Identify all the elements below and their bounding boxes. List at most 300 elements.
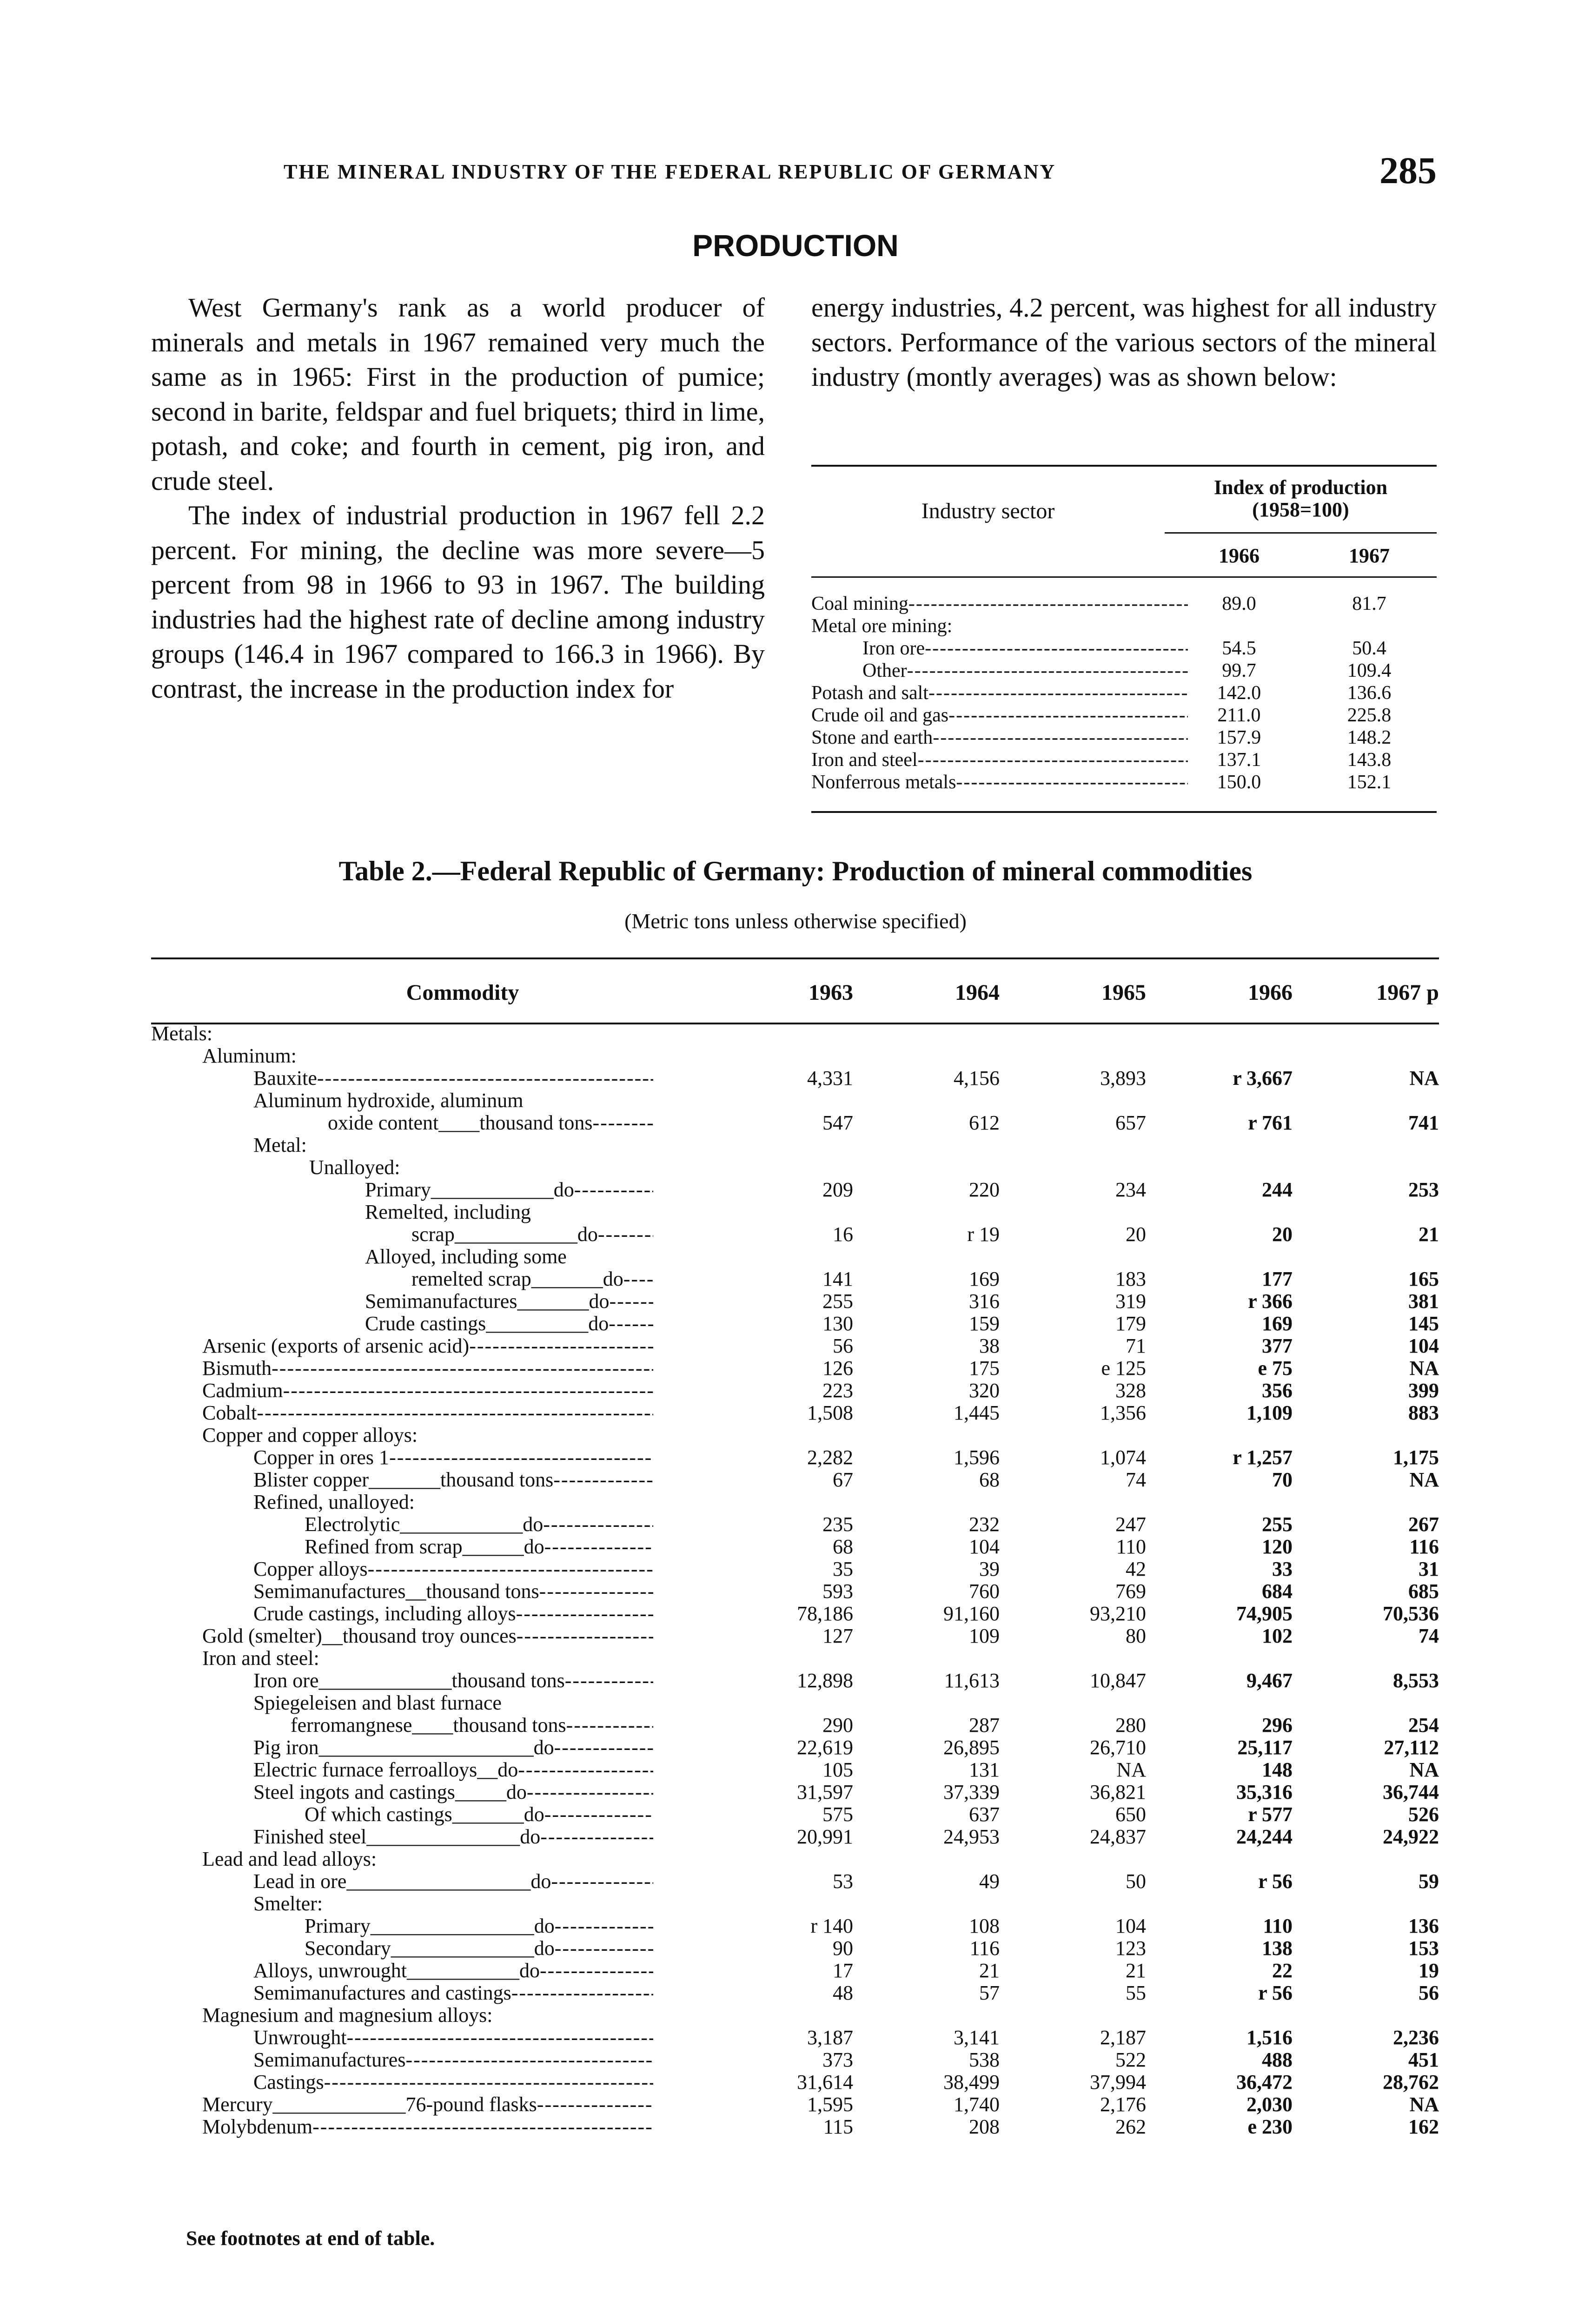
cell-1967: NA bbox=[1409, 1468, 1439, 1491]
cell-1965: 2,187 bbox=[1100, 2026, 1146, 2049]
table-row bbox=[151, 1736, 1439, 1759]
header-1963: 1963 bbox=[809, 980, 853, 1005]
table-row bbox=[151, 1045, 1439, 1067]
cell-1967: 741 bbox=[1408, 1111, 1439, 1134]
cell-1964: 287 bbox=[969, 1714, 1000, 1736]
cell-1967: 109.4 bbox=[1347, 660, 1392, 681]
cell-1964: 538 bbox=[969, 2048, 1000, 2071]
cell-1963: 290 bbox=[822, 1714, 853, 1736]
cell-1964: r 19 bbox=[967, 1223, 1000, 1246]
cell-1965: 3,893 bbox=[1100, 1067, 1146, 1089]
cell-1963: 115 bbox=[823, 2115, 853, 2138]
cell-1966: 20 bbox=[1272, 1223, 1293, 1246]
row-label: Metals: bbox=[151, 1023, 212, 1045]
table-row bbox=[151, 1246, 1439, 1268]
cell-1964: 24,953 bbox=[943, 1825, 1000, 1848]
table2-rule-top bbox=[151, 957, 1439, 959]
table-row bbox=[151, 1826, 1439, 1848]
row-label: Of which castings_______do ----- bbox=[305, 1803, 653, 1826]
cell-1967: 2,236 bbox=[1393, 2026, 1439, 2049]
cell-1964: 104 bbox=[969, 1535, 1000, 1558]
paragraph-index: The index of industrial production in 1967 fell 2.2 percent. For mining, the decline was more severe—5 percent from 98 in 1966 to 93 in 1967. The building industries had the highest rate of decline among industry groups (146.4 in 1967 compared to 166.3 in 1966). By contrast, the increase in the production index for bbox=[151, 500, 765, 704]
cell-1963: 78,186 bbox=[797, 1602, 853, 1625]
cell-1967: 145 bbox=[1408, 1312, 1439, 1335]
cell-1966: 35,316 bbox=[1236, 1781, 1293, 1803]
header-index-line1: Index of production bbox=[1213, 476, 1388, 499]
table2-title: Table 2.—Federal Republic of Germany: Production of mineral commodities bbox=[338, 856, 1253, 886]
row-label: Steel ingots and castings_____do ----- bbox=[253, 1781, 653, 1803]
cell-1965: 179 bbox=[1115, 1312, 1146, 1335]
row-label: Aluminum: bbox=[202, 1045, 297, 1067]
cell-1966: 296 bbox=[1262, 1714, 1293, 1736]
cell-1963: 22,619 bbox=[797, 1736, 853, 1759]
row-label: Unwrought ----- bbox=[253, 2027, 653, 2049]
production-table bbox=[151, 957, 1439, 2212]
cell-1964: 637 bbox=[969, 1803, 1000, 1826]
header-1966: 1966 bbox=[1248, 980, 1293, 1005]
cell-1965: 36,821 bbox=[1090, 1781, 1146, 1803]
row-label: Potash and salt ----- bbox=[811, 682, 1188, 704]
cell-1963: 105 bbox=[822, 1758, 853, 1781]
cell-1965: 110 bbox=[1116, 1535, 1146, 1558]
cell-1965: 769 bbox=[1115, 1580, 1146, 1603]
table-row bbox=[151, 1603, 1439, 1625]
cell-1964: 91,160 bbox=[943, 1602, 1000, 1625]
cell-1964: 612 bbox=[969, 1111, 1000, 1134]
cell-1963: 1,508 bbox=[807, 1401, 853, 1424]
cell-1964: 4,156 bbox=[954, 1067, 1000, 1089]
cell-1963: 53 bbox=[833, 1870, 853, 1893]
cell-1965: 1,356 bbox=[1100, 1401, 1146, 1424]
table-row bbox=[151, 1714, 1439, 1736]
table-row bbox=[151, 1290, 1439, 1313]
cell-1966: r 1,257 bbox=[1233, 1446, 1293, 1469]
cell-1967: 21 bbox=[1419, 1223, 1439, 1246]
cell-1964: 39 bbox=[979, 1558, 1000, 1580]
cell-1963: 130 bbox=[822, 1312, 853, 1335]
cell-1967: 59 bbox=[1419, 1870, 1439, 1893]
cell-1964: 37,339 bbox=[943, 1781, 1000, 1803]
table-row bbox=[151, 1759, 1439, 1781]
row-label: Refined from scrap______do ----- bbox=[305, 1536, 653, 1558]
header-year-1966: 1966 bbox=[1219, 544, 1260, 567]
header-year-1967: 1967 bbox=[1349, 544, 1390, 567]
row-label: Lead in ore__________________do ----- bbox=[253, 1870, 653, 1893]
cell-1967: NA bbox=[1409, 1758, 1439, 1781]
table-row bbox=[151, 1201, 1439, 1223]
header-1967p: 1967 p bbox=[1376, 980, 1439, 1005]
row-label: remelted scrap_______do ----- bbox=[411, 1268, 653, 1290]
cell-1963: 2,282 bbox=[807, 1446, 853, 1469]
cell-1965: e 125 bbox=[1101, 1357, 1146, 1380]
row-label: Semimanufactures__thousand tons ----- bbox=[253, 1580, 653, 1603]
cell-1963: 3,187 bbox=[807, 2026, 853, 2049]
row-label: Blister copper_______thousand tons ----- bbox=[253, 1469, 653, 1491]
cell-1967: 27,112 bbox=[1384, 1736, 1439, 1759]
cell-1963: 68 bbox=[833, 1535, 853, 1558]
table-row bbox=[151, 1647, 1439, 1670]
cell-1965: 80 bbox=[1126, 1624, 1146, 1647]
cell-1965: 123 bbox=[1115, 1937, 1146, 1960]
cell-1967: 8,553 bbox=[1393, 1669, 1439, 1692]
table-row bbox=[811, 660, 1437, 682]
row-label: Iron ore ----- bbox=[811, 637, 1188, 660]
cell-1967: 883 bbox=[1408, 1401, 1439, 1424]
cell-1963: 223 bbox=[822, 1379, 853, 1402]
row-label: Copper in ores 1 ----- bbox=[253, 1446, 653, 1469]
cell-1966: 9,467 bbox=[1246, 1669, 1293, 1692]
cell-1965: 50 bbox=[1126, 1870, 1146, 1893]
cell-1964: 26,895 bbox=[943, 1736, 1000, 1759]
table-row bbox=[151, 1112, 1439, 1134]
cell-1965: 234 bbox=[1115, 1178, 1146, 1201]
cell-1965: 1,074 bbox=[1100, 1446, 1146, 1469]
table-row bbox=[151, 1424, 1439, 1446]
table-row bbox=[151, 1446, 1439, 1469]
table-row bbox=[151, 1179, 1439, 1201]
cell-1966: 169 bbox=[1262, 1312, 1293, 1335]
table-rule-mid bbox=[1165, 532, 1437, 534]
cell-1964: 208 bbox=[969, 2115, 1000, 2138]
row-label: Molybdenum ----- bbox=[202, 2116, 653, 2138]
table-row bbox=[151, 2071, 1439, 2093]
cell-1966: 24,244 bbox=[1236, 1825, 1293, 1848]
header-index-line2: (1958=100) bbox=[1252, 498, 1349, 521]
cell-1966: e 75 bbox=[1258, 1357, 1293, 1380]
table-row bbox=[151, 1982, 1439, 2004]
cell-1967: 225.8 bbox=[1347, 705, 1392, 726]
table-row bbox=[151, 1357, 1439, 1380]
cell-1965: 650 bbox=[1115, 1803, 1146, 1826]
table-row bbox=[151, 1536, 1439, 1558]
cell-1967: 74 bbox=[1419, 1624, 1439, 1647]
cell-1966: r 761 bbox=[1248, 1111, 1293, 1134]
row-label: Electrolytic____________do ----- bbox=[305, 1513, 653, 1536]
table-row bbox=[811, 726, 1437, 749]
cell-1967: 267 bbox=[1408, 1513, 1439, 1536]
row-label: Gold (smelter)__thousand troy ounces ----- bbox=[202, 1625, 653, 1647]
cell-1965: 657 bbox=[1115, 1111, 1146, 1134]
cell-1964: 116 bbox=[969, 1937, 1000, 1960]
cell-1967: 136.6 bbox=[1347, 682, 1392, 704]
cell-1966: 377 bbox=[1262, 1334, 1293, 1357]
cell-1967: NA bbox=[1409, 1067, 1439, 1089]
cell-1963: 1,595 bbox=[807, 2093, 853, 2116]
row-label: Nonferrous metals ----- bbox=[811, 771, 1188, 793]
cell-1966: 488 bbox=[1262, 2048, 1293, 2071]
table-row bbox=[151, 1067, 1439, 1089]
cell-1963: 56 bbox=[833, 1334, 853, 1357]
cell-1963: 20,991 bbox=[797, 1825, 853, 1848]
row-label: Metal: bbox=[253, 1134, 307, 1156]
cell-1963: 48 bbox=[833, 1981, 853, 2004]
footnote-reference: See footnotes at end of table. bbox=[186, 2227, 435, 2250]
cell-1967: 254 bbox=[1408, 1714, 1439, 1736]
cell-1966: 22 bbox=[1272, 1959, 1293, 1982]
row-label: Iron ore_____________thousand tons ----- bbox=[253, 1670, 653, 1692]
table-row bbox=[151, 2004, 1439, 2027]
table-row bbox=[151, 1848, 1439, 1870]
cell-1964: 1,596 bbox=[954, 1446, 1000, 1469]
table-row bbox=[151, 1580, 1439, 1603]
row-label: Secondary______________do ----- bbox=[305, 1937, 653, 1960]
header-1965: 1965 bbox=[1101, 980, 1146, 1005]
cell-1966: 177 bbox=[1262, 1268, 1293, 1290]
row-label: Magnesium and magnesium alloys: bbox=[202, 2004, 493, 2027]
row-label: Copper alloys ----- bbox=[253, 1558, 653, 1580]
cell-1963: 12,898 bbox=[797, 1669, 853, 1692]
cell-1963: 373 bbox=[822, 2048, 853, 2071]
cell-1967: 399 bbox=[1408, 1379, 1439, 1402]
row-label: Refined, unalloyed: bbox=[253, 1491, 415, 1513]
cell-1966: 2,030 bbox=[1246, 2093, 1293, 2116]
row-label: oxide content____thousand tons ----- bbox=[328, 1112, 653, 1134]
table-row bbox=[151, 1513, 1439, 1536]
table-row bbox=[811, 682, 1437, 704]
cell-1965: 24,837 bbox=[1090, 1825, 1146, 1848]
table-row bbox=[151, 1313, 1439, 1335]
cell-1965: 104 bbox=[1115, 1915, 1146, 1937]
row-label: Arsenic (exports of arsenic acid) ----- bbox=[202, 1335, 653, 1357]
cell-1965: 183 bbox=[1115, 1268, 1146, 1290]
cell-1967: 70,536 bbox=[1383, 1602, 1439, 1625]
cell-1964: 232 bbox=[969, 1513, 1000, 1536]
cell-1966: 102 bbox=[1262, 1624, 1293, 1647]
cell-1966: 70 bbox=[1272, 1468, 1293, 1491]
cell-1963: 141 bbox=[822, 1268, 853, 1290]
row-label: Electric furnace ferroalloys__do ----- bbox=[253, 1759, 653, 1781]
table-row bbox=[151, 2116, 1439, 2138]
cell-1964: 109 bbox=[969, 1624, 1000, 1647]
cell-1966: 99.7 bbox=[1222, 660, 1256, 681]
cell-1967: 136 bbox=[1408, 1915, 1439, 1937]
row-label: Semimanufactures ----- bbox=[253, 2049, 653, 2071]
cell-1967: 451 bbox=[1408, 2048, 1439, 2071]
cell-1967: 162 bbox=[1408, 2115, 1439, 2138]
table-row bbox=[151, 1870, 1439, 1893]
cell-1964: 21 bbox=[979, 1959, 1000, 1982]
cell-1966: 255 bbox=[1262, 1513, 1293, 1536]
row-label: Coal mining ----- bbox=[811, 593, 1188, 615]
row-label: Copper and copper alloys: bbox=[202, 1424, 418, 1446]
table-row bbox=[151, 1558, 1439, 1580]
row-label: Metal ore mining: bbox=[811, 615, 953, 637]
cell-1966: 25,117 bbox=[1237, 1736, 1293, 1759]
row-label: Remelted, including bbox=[365, 1201, 531, 1223]
cell-1967: 253 bbox=[1408, 1178, 1439, 1201]
table-row bbox=[151, 1893, 1439, 1915]
cell-1964: 320 bbox=[969, 1379, 1000, 1402]
cell-1967: 153 bbox=[1408, 1937, 1439, 1960]
cell-1967: 19 bbox=[1419, 1959, 1439, 1982]
cell-1966: 356 bbox=[1262, 1379, 1293, 1402]
cell-1963: 16 bbox=[833, 1223, 853, 1246]
table-rule-bottom bbox=[811, 811, 1437, 813]
table-row bbox=[151, 1491, 1439, 1513]
cell-1965: 328 bbox=[1115, 1379, 1146, 1402]
row-label: Cadmium ----- bbox=[202, 1380, 653, 1402]
cell-1965: 10,847 bbox=[1090, 1669, 1146, 1692]
cell-1965: 262 bbox=[1115, 2115, 1146, 2138]
cell-1965: 71 bbox=[1126, 1334, 1146, 1357]
table-row bbox=[151, 1223, 1439, 1246]
right-column-intro bbox=[811, 290, 1437, 395]
cell-1963: 17 bbox=[833, 1959, 853, 1982]
cell-1966: 54.5 bbox=[1222, 638, 1256, 659]
table-row bbox=[151, 1156, 1439, 1179]
cell-1964: 57 bbox=[979, 1981, 1000, 2004]
cell-1967: 148.2 bbox=[1347, 727, 1392, 748]
cell-1965: 20 bbox=[1126, 1223, 1146, 1246]
row-label: Bismuth ----- bbox=[202, 1357, 653, 1380]
row-label: scrap____________do ----- bbox=[411, 1223, 653, 1246]
cell-1963: 67 bbox=[833, 1468, 853, 1491]
cell-1967: 143.8 bbox=[1347, 749, 1392, 771]
cell-1967: 104 bbox=[1408, 1334, 1439, 1357]
cell-1964: 38 bbox=[979, 1334, 1000, 1357]
row-label: Unalloyed: bbox=[309, 1156, 400, 1179]
page-number: 285 bbox=[1379, 149, 1437, 191]
cell-1963: 235 bbox=[822, 1513, 853, 1536]
cell-1965: 55 bbox=[1126, 1981, 1146, 2004]
header-commodity: Commodity bbox=[406, 980, 519, 1005]
row-label: Alloys, unwrought___________do ----- bbox=[253, 1960, 653, 1982]
row-label: Spiegeleisen and blast furnace bbox=[253, 1692, 502, 1714]
cell-1966: 33 bbox=[1272, 1558, 1293, 1580]
cell-1963: 255 bbox=[822, 1290, 853, 1313]
row-label: Iron and steel: bbox=[202, 1647, 319, 1670]
row-label: Castings ----- bbox=[253, 2071, 653, 2093]
page-header bbox=[284, 149, 1437, 205]
table-rule-top bbox=[811, 465, 1437, 467]
cell-1967: 36,744 bbox=[1383, 1781, 1439, 1803]
cell-1966: 36,472 bbox=[1236, 2071, 1293, 2093]
cell-1964: 1,445 bbox=[954, 1401, 1000, 1424]
row-label: Crude castings__________do ----- bbox=[365, 1313, 653, 1335]
table-row bbox=[151, 1134, 1439, 1156]
cell-1964: 316 bbox=[969, 1290, 1000, 1313]
paragraph-energy: energy industries, 4.2 percent, was highest for all industry sectors. Performance of the various sectors of the mineral industry (montly averages) was as shown below: bbox=[811, 292, 1437, 392]
table2-subtitle: (Metric tons unless otherwise specified) bbox=[624, 909, 967, 933]
cell-1964: 1,740 bbox=[954, 2093, 1000, 2116]
cell-1963: 127 bbox=[822, 1624, 853, 1647]
cell-1966: 148 bbox=[1262, 1758, 1293, 1781]
cell-1965: 93,210 bbox=[1090, 1602, 1146, 1625]
header-index-of-production bbox=[1165, 476, 1437, 521]
cell-1967: 381 bbox=[1408, 1290, 1439, 1313]
cell-1966: 150.0 bbox=[1217, 772, 1261, 793]
table-row bbox=[151, 1335, 1439, 1357]
cell-1964: 11,613 bbox=[944, 1669, 1000, 1692]
table-row bbox=[151, 2049, 1439, 2071]
cell-1964: 108 bbox=[969, 1915, 1000, 1937]
cell-1963: 35 bbox=[833, 1558, 853, 1580]
cell-1963: 31,597 bbox=[797, 1781, 853, 1803]
cell-1966: r 577 bbox=[1248, 1803, 1293, 1826]
row-label: Aluminum hydroxide, aluminum bbox=[253, 1089, 524, 1112]
running-head: THE MINERAL INDUSTRY OF THE FEDERAL REPUBLIC OF GERMANY bbox=[284, 160, 1056, 183]
cell-1963: 31,614 bbox=[797, 2071, 853, 2093]
cell-1966: 137.1 bbox=[1217, 749, 1261, 771]
cell-1964: 159 bbox=[969, 1312, 1000, 1335]
row-label: Mercury_____________76-pound flasks ----- bbox=[202, 2093, 653, 2116]
table-row bbox=[811, 771, 1437, 793]
cell-1964: 760 bbox=[969, 1580, 1000, 1603]
cell-1963: 547 bbox=[822, 1111, 853, 1134]
cell-1965: 37,994 bbox=[1090, 2071, 1146, 2093]
cell-1965: 42 bbox=[1126, 1558, 1146, 1580]
table-row bbox=[151, 1670, 1439, 1692]
cell-1967: 56 bbox=[1419, 1981, 1439, 2004]
cell-1963: r 140 bbox=[810, 1915, 853, 1937]
row-label: Primary____________do ----- bbox=[365, 1179, 653, 1201]
cell-1963: 209 bbox=[822, 1178, 853, 1201]
paragraph-rank: West Germany's rank as a world producer of minerals and metals in 1967 remained very much the same as in 1965: First in the production of pumice; second in barite, feldspar and fuel briquets; third in lime, potash, and coke; and fourth in cement, pig iron, and crude steel. bbox=[151, 292, 765, 496]
row-label: Lead and lead alloys: bbox=[202, 1848, 377, 1870]
cell-1964: 3,141 bbox=[954, 2026, 1000, 2049]
row-label: Pig iron_____________________do ----- bbox=[253, 1736, 653, 1759]
header-1964: 1964 bbox=[955, 980, 1000, 1005]
row-label: Iron and steel ----- bbox=[811, 749, 1188, 771]
row-label: Semimanufactures and castings ----- bbox=[253, 1982, 653, 2004]
row-label: Smelter: bbox=[253, 1893, 323, 1915]
cell-1965: 2,176 bbox=[1100, 2093, 1146, 2116]
left-column bbox=[151, 290, 765, 706]
cell-1965: 26,710 bbox=[1090, 1736, 1146, 1759]
table-row bbox=[811, 615, 1437, 637]
row-label: Stone and earth ----- bbox=[811, 726, 1188, 749]
cell-1967: 1,175 bbox=[1393, 1446, 1439, 1469]
table-row bbox=[151, 1803, 1439, 1826]
cell-1965: 21 bbox=[1126, 1959, 1146, 1982]
row-label: Crude castings, including alloys ----- bbox=[253, 1603, 653, 1625]
cell-1967: 81.7 bbox=[1352, 593, 1386, 614]
cell-1963: 575 bbox=[822, 1803, 853, 1826]
cell-1965: NA bbox=[1116, 1758, 1146, 1781]
cell-1967: 116 bbox=[1409, 1535, 1439, 1558]
cell-1966: 74,905 bbox=[1236, 1602, 1293, 1625]
table-row bbox=[151, 1781, 1439, 1803]
cell-1965: 280 bbox=[1115, 1714, 1146, 1736]
cell-1966: r 366 bbox=[1248, 1290, 1293, 1313]
cell-1965: 247 bbox=[1115, 1513, 1146, 1536]
cell-1965: 522 bbox=[1115, 2048, 1146, 2071]
table-row bbox=[151, 1937, 1439, 1960]
cell-1964: 49 bbox=[979, 1870, 1000, 1893]
row-label: Alloyed, including some bbox=[365, 1246, 567, 1268]
table-row bbox=[151, 2027, 1439, 2049]
table-row bbox=[151, 1402, 1439, 1424]
table-row bbox=[811, 637, 1437, 660]
cell-1964: 169 bbox=[969, 1268, 1000, 1290]
table-row bbox=[151, 1960, 1439, 1982]
cell-1966: 138 bbox=[1262, 1937, 1293, 1960]
cell-1963: 126 bbox=[822, 1357, 853, 1380]
cell-1967: 165 bbox=[1408, 1268, 1439, 1290]
cell-1967: NA bbox=[1409, 1357, 1439, 1380]
table-row bbox=[151, 1089, 1439, 1112]
cell-1965: 319 bbox=[1115, 1290, 1146, 1313]
row-label: ferromangnese____thousand tons ----- bbox=[291, 1714, 653, 1736]
cell-1966: r 56 bbox=[1258, 1981, 1293, 2004]
cell-1966: 157.9 bbox=[1217, 727, 1261, 748]
table-row bbox=[151, 1469, 1439, 1491]
table-row bbox=[151, 1625, 1439, 1647]
table-row bbox=[151, 1023, 1439, 1045]
table-row bbox=[151, 1380, 1439, 1402]
row-label: Cobalt ----- bbox=[202, 1402, 653, 1424]
table-row bbox=[811, 593, 1437, 615]
